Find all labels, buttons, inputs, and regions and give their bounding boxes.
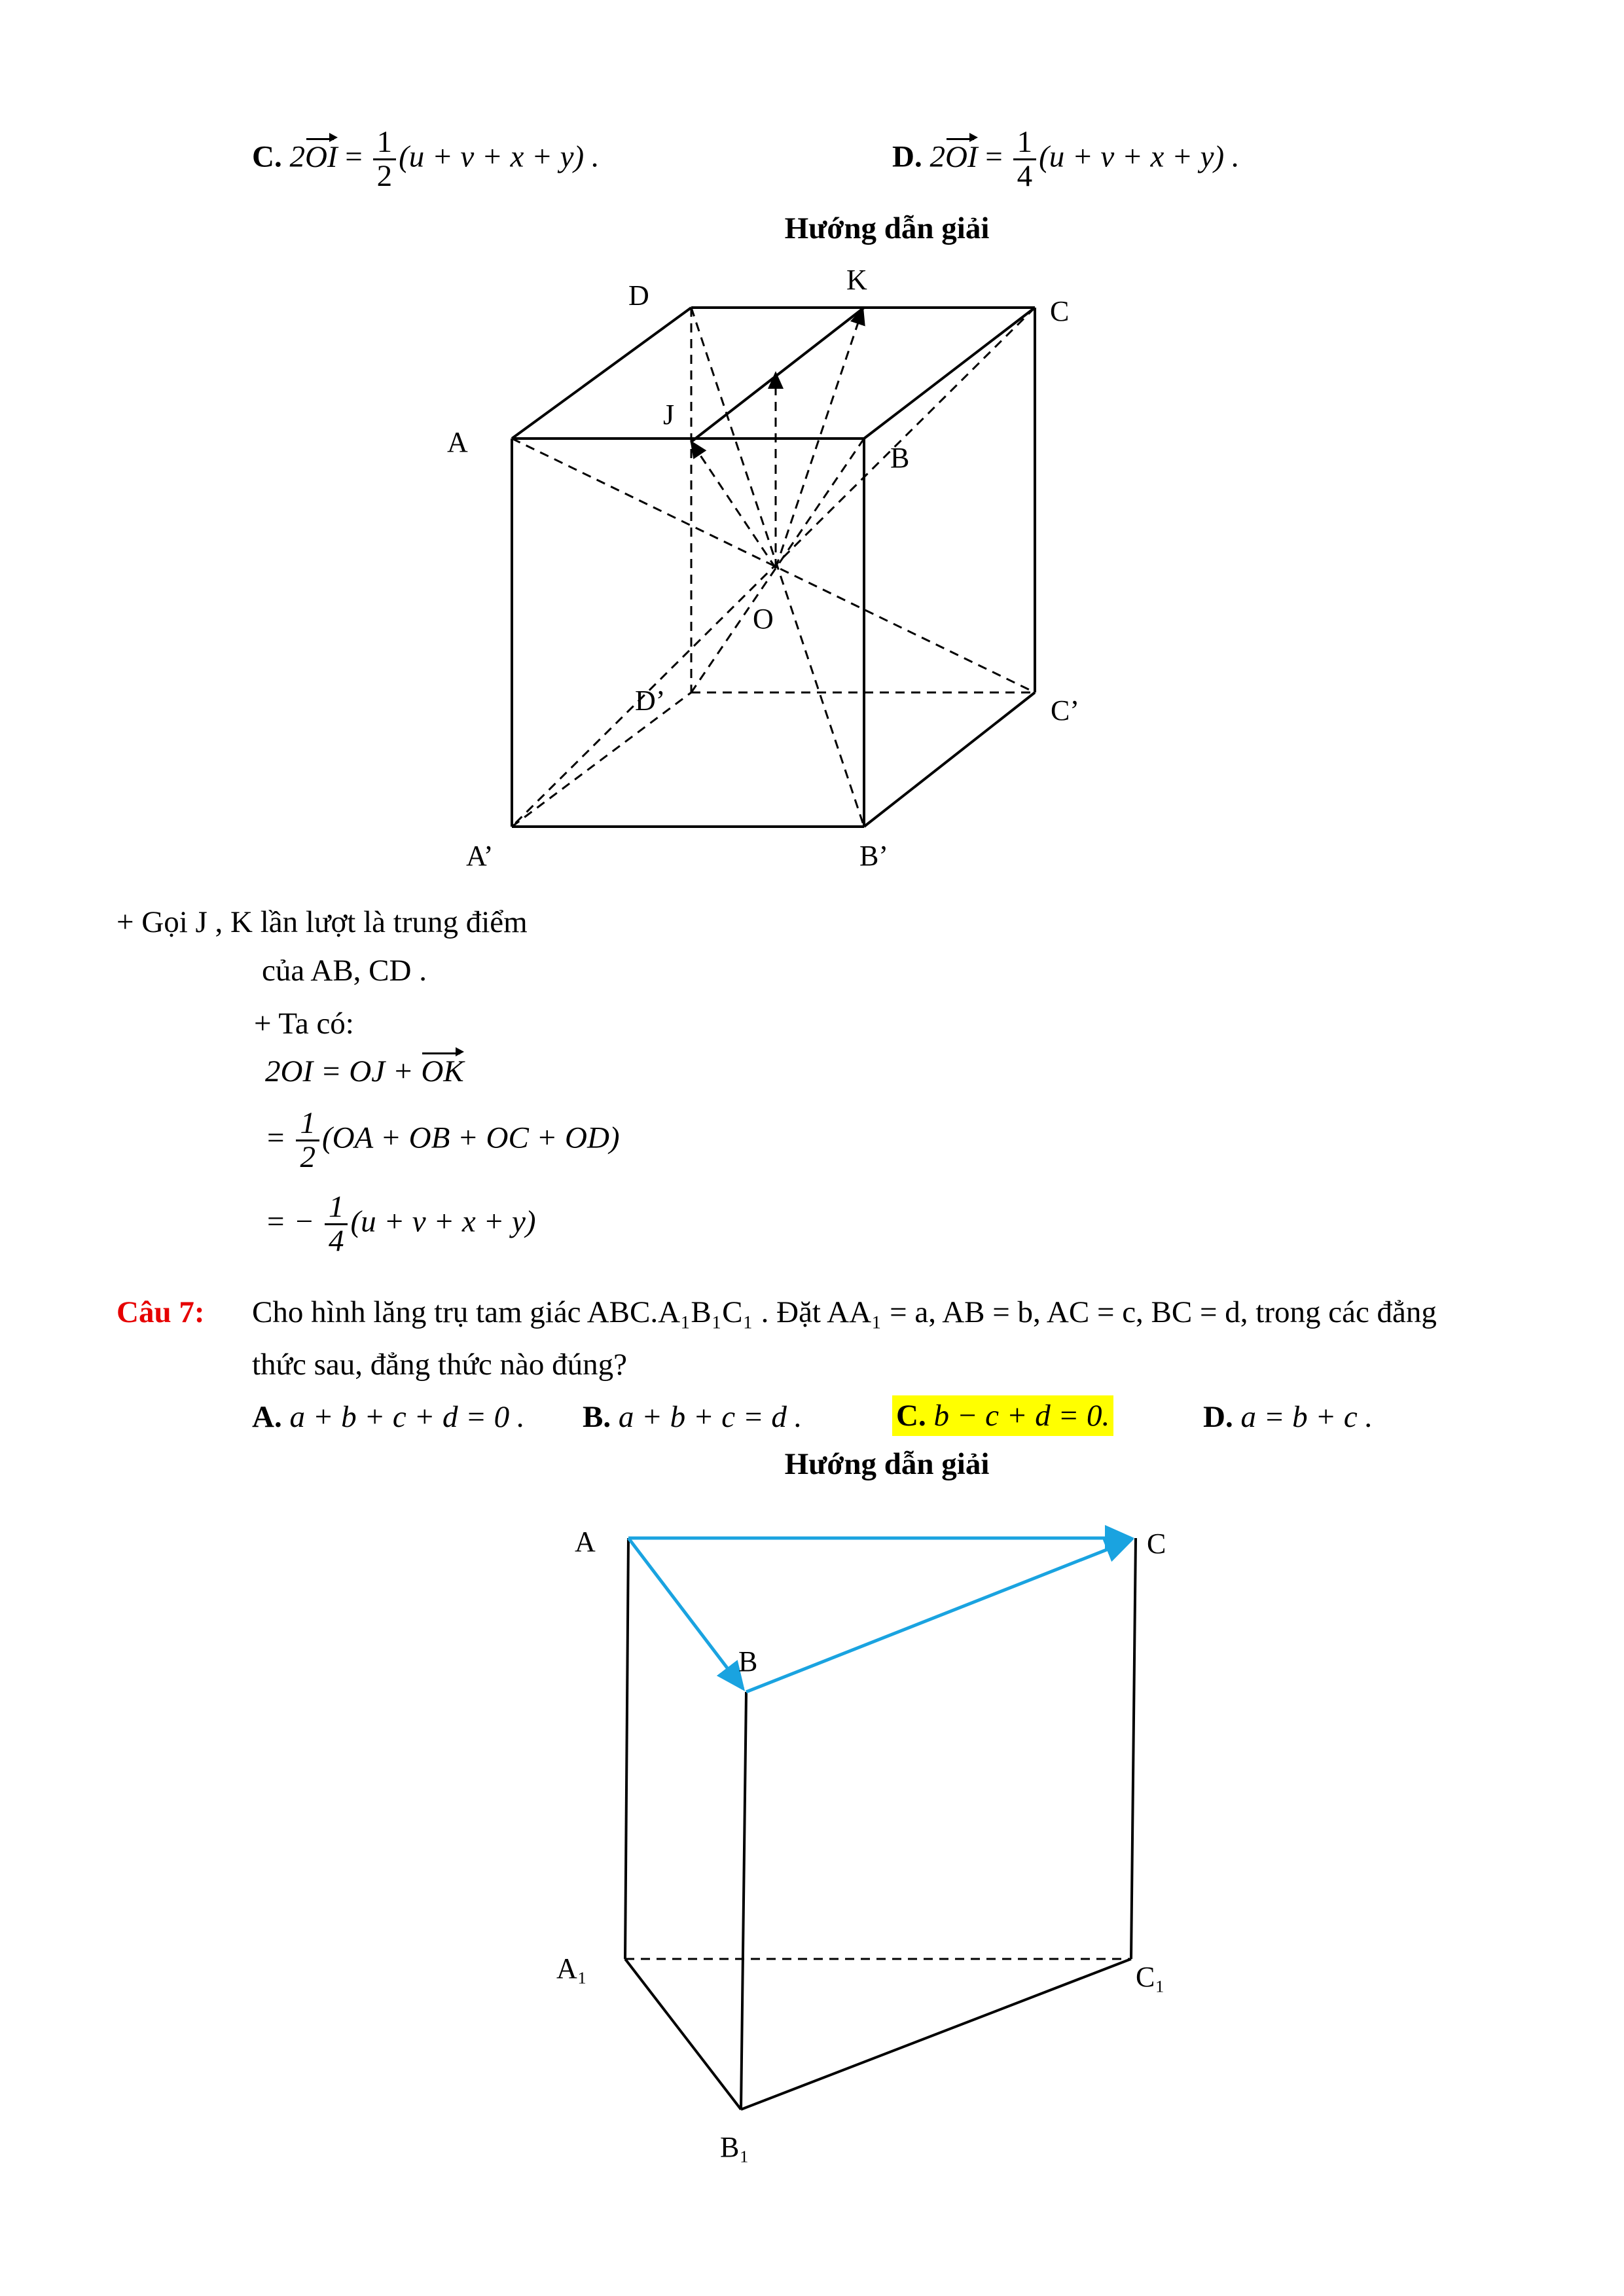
segment-jk xyxy=(691,308,864,442)
vector-oi: OI xyxy=(304,139,338,174)
edge-cc1 xyxy=(1131,1538,1136,1959)
vector-oj xyxy=(691,442,776,568)
fraction: $\frac{1}{4}$ xyxy=(1013,126,1037,193)
edge-aa1 xyxy=(625,1538,628,1959)
q7-label: Câu 7: xyxy=(117,1295,205,1329)
q6-option-c: C. 2OI = $\frac{1}{2}$ (u + v + x + y) . xyxy=(252,125,600,194)
label-b1: B₁ xyxy=(720,2131,749,2163)
option-label: A. xyxy=(252,1400,282,1434)
q7-option-a: A. a + b + c + d = 0 . xyxy=(252,1400,525,1434)
option-label: D. xyxy=(892,139,922,174)
edge-b1c1 xyxy=(741,1959,1131,2109)
q6-solution-line3: + Ta có: xyxy=(254,1007,354,1041)
edge-bc xyxy=(864,308,1035,439)
label-b: B xyxy=(890,442,910,474)
label-j: J xyxy=(663,399,675,431)
option-label: C. xyxy=(252,139,282,174)
label-d-prime: D’ xyxy=(635,685,666,717)
q6-equation-1: 2OI = OJ + OK xyxy=(265,1054,464,1088)
label-a: A xyxy=(575,1526,596,1558)
q6-equation-2: = $\frac{1}{2}$ (OA + OB + OC + OD) xyxy=(265,1106,620,1175)
label-b-prime: B’ xyxy=(859,840,888,872)
q7-option-b: B. a + b + c = d . xyxy=(583,1400,803,1434)
q7-statement-line2: thức sau, đẳng thức nào đúng? xyxy=(252,1348,628,1382)
q7-statement-line1: Cho hình lăng trụ tam giác ABC.A₁B₁C₁ . Đặt AA₁ = a, AB = b, AC = c, BC = d, trong các đẳng xyxy=(252,1295,1437,1329)
q7-option-d: D. a = b + c . xyxy=(1203,1400,1373,1434)
label-k: K xyxy=(846,264,867,296)
edge-bb1 xyxy=(741,1692,746,2109)
option-label: B. xyxy=(583,1400,611,1434)
diagonal-db1 xyxy=(691,308,864,827)
label-c: C xyxy=(1147,1528,1166,1560)
q6-solution-line2: của AB, CD . xyxy=(262,954,427,988)
edge-b1c1 xyxy=(864,692,1035,827)
option-label: D. xyxy=(1203,1400,1233,1434)
q6-guide-heading: Hướng dẫn giải xyxy=(784,211,990,245)
cube-figure xyxy=(0,0,1624,916)
label-a: A xyxy=(447,426,468,458)
fraction: $\frac{1}{2}$ xyxy=(296,1107,319,1174)
label-o: O xyxy=(753,603,774,635)
label-b: B xyxy=(738,1645,758,1677)
option-label: C. xyxy=(896,1399,926,1433)
label-a-prime: A’ xyxy=(466,840,494,872)
vector-oi: OI xyxy=(945,139,978,174)
label-c: C xyxy=(1050,295,1070,327)
label-d: D xyxy=(628,279,649,312)
label-c-prime: C’ xyxy=(1051,694,1079,726)
edge-a1b1 xyxy=(625,1959,741,2109)
q7-guide-heading: Hướng dẫn giải xyxy=(784,1447,990,1481)
fraction: $\frac{1}{2}$ xyxy=(373,126,397,193)
vector-bc xyxy=(746,1540,1131,1692)
fraction: $\frac{1}{4}$ xyxy=(325,1191,348,1258)
label-a1: A₁ xyxy=(556,1952,588,1984)
q7-option-c-correct: C. b − c + d = 0. xyxy=(892,1395,1113,1436)
diagonal-ca1 xyxy=(512,308,1035,827)
q6-equation-3: = − $\frac{1}{4}$ (u + v + x + y) xyxy=(265,1190,536,1259)
prism-figure xyxy=(0,1473,1624,2225)
label-c1: C₁ xyxy=(1136,1961,1165,1993)
vector-ab xyxy=(628,1538,743,1689)
q6-solution-line1: + Gọi J , K lần lượt là trung điểm xyxy=(117,905,528,939)
q6-option-d: D. 2OI = $\frac{1}{4}$ (u + v + x + y) . xyxy=(892,125,1240,194)
